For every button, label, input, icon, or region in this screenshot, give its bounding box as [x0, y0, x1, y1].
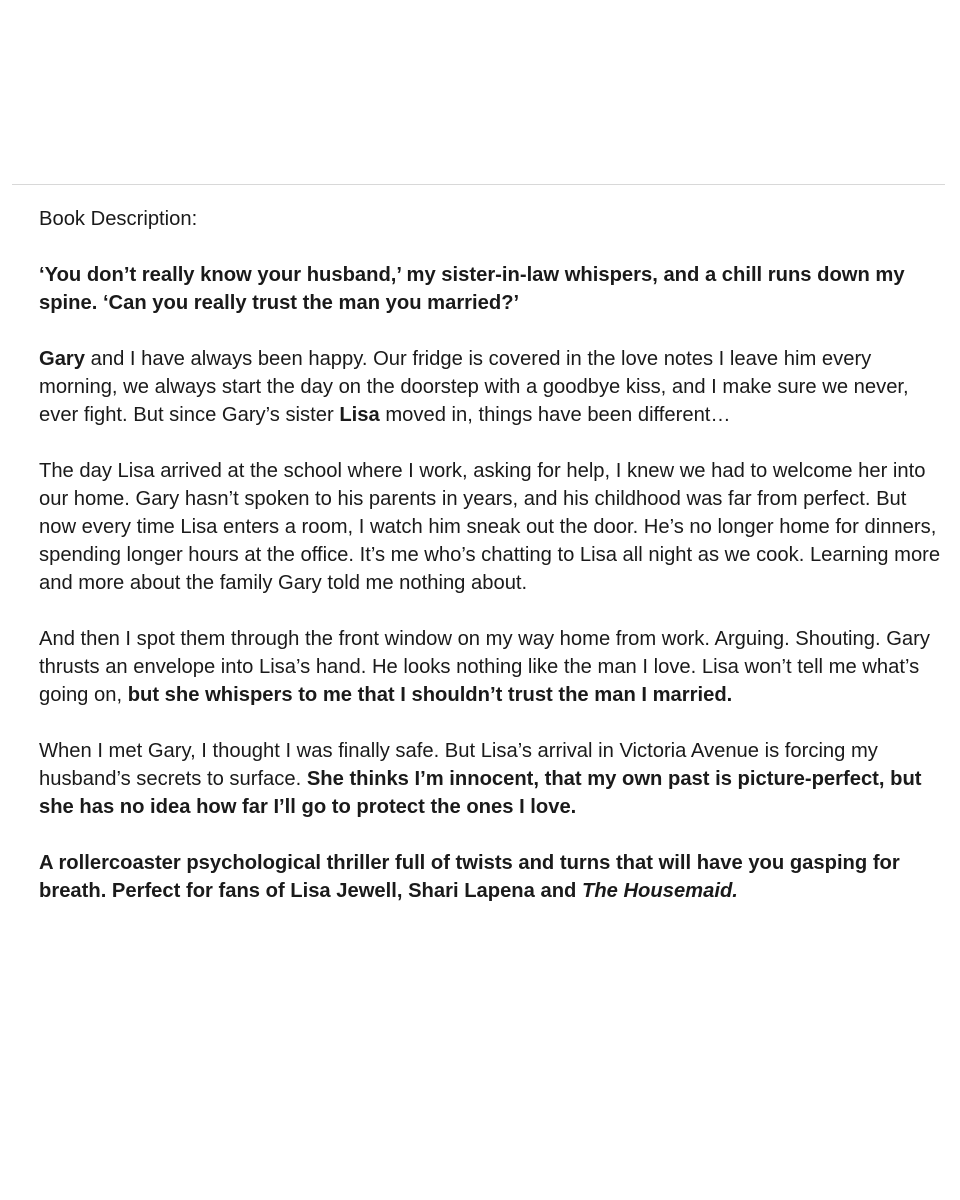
paragraph-5 — [39, 849, 944, 905]
paragraph-3 — [39, 625, 944, 709]
paragraph-5-bold-text: A rollercoaster psychological thriller full of twists and turns that will have you gasping for breath. Perfect for fans of Lisa Jewell, Shari Lapena and — [39, 852, 900, 902]
paragraph-4 — [39, 737, 944, 821]
paragraph-1-text-a: and I have always been happy. Our fridge is covered in the love notes I leave him every morning, we always start the day on the doorstep with a goodbye kiss, and I make sure we never, ever fight. But since Gary’s sister — [39, 348, 909, 426]
paragraph-3-text: And then I spot them through the front window on my way home from work. Arguing. Shouting. Gary thrusts an envelope into Lisa’s hand. He looks nothing like the man I love. Lisa won’t tell me what’s going on, — [39, 628, 930, 706]
paragraph-4-text: When I met Gary, I thought I was finally safe. But Lisa’s arrival in Victoria Avenue is forcing my husband’s secrets to surface. — [39, 740, 878, 790]
top-divider — [12, 184, 945, 185]
paragraph-5-bold — [39, 852, 900, 902]
name-lisa: Lisa — [339, 404, 380, 426]
paragraph-3-bold: but she whispers to me that I shouldn’t trust the man I married. — [127, 684, 733, 706]
hook-paragraph — [39, 261, 944, 317]
paragraph-4-bold: She thinks I’m innocent, that my own past is picture-perfect, but she has no idea how far I’ll go to protect the ones I love. — [39, 768, 922, 818]
book-title-the-housemaid: The Housemaid. — [581, 880, 738, 902]
hook-quote: ‘You don’t really know your husband,’ my sister-in-law whispers, and a chill runs down my spine. ‘Can you really trust the man you married?’ — [39, 264, 905, 314]
paragraph-1-text-b: moved in, things have been different… — [379, 404, 731, 426]
paragraph-1 — [39, 345, 944, 429]
book-description — [39, 205, 944, 933]
paragraph-2 — [39, 457, 944, 597]
paragraph-2-text: The day Lisa arrived at the school where I work, asking for help, I knew we had to welcome her into our home. Gary hasn’t spoken to his parents in years, and his childhood was far from perfect. But now every time Lisa enters a room, I watch him sneak out the door. He’s no longer home for dinners, spending longer hours at the office. It’s me who’s chatting to Lisa all night as we cook. Learning more and more about the family Gary told me nothing about. — [39, 460, 941, 594]
description-heading: Book Description: — [39, 208, 198, 230]
name-gary: Gary — [39, 348, 86, 370]
